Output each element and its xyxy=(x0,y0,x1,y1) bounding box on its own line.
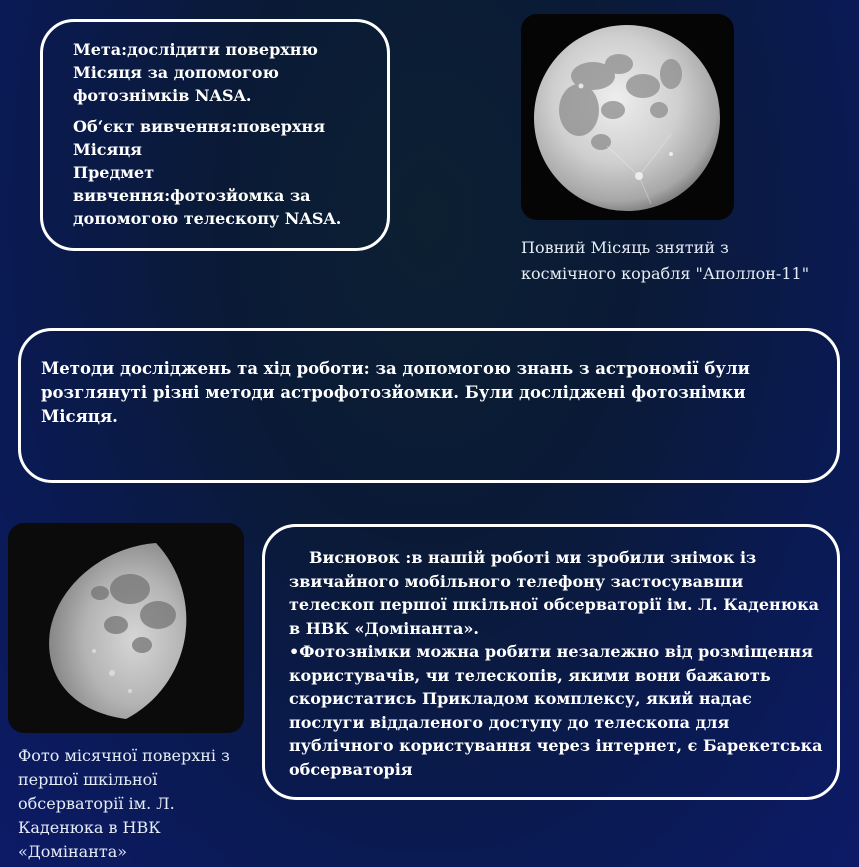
goal-box xyxy=(40,19,390,251)
conclusion-paragraph xyxy=(289,546,825,640)
goal-text: Мета:дослідити поверхню Місяця за допомогою фотознімків NASA. xyxy=(73,40,318,105)
conclusion-text: Висновок :в нашій роботі ми зробили знімок із звичайного мобільного телефону застосувавши телескоп першої шкільної обсерваторії ім. Л. Каденюка в НВК «Домінанта». xyxy=(289,548,820,638)
methods-box xyxy=(18,328,840,483)
moon-surface-photo xyxy=(8,523,244,733)
full-moon-photo xyxy=(521,14,734,220)
object-text: Об‘єкт вивчення:поверхня Місяця xyxy=(73,117,326,159)
methods-text: Методи досліджень та хід роботи: за допомогою знань з астрономії були розглянуті різні методи астрофотозйомки. Були досліджені фотознімки Місяця. xyxy=(41,359,750,426)
conclusion-box xyxy=(262,524,840,800)
remote-access-text: •Фотознімки можна робити незалежно від розміщення користувачів, чи телескопів, якими вони бажають скористатись Прикладом комплексу, який надає послуги віддаленого доступу до телескопа для публічного користування через інтернет, є Барекетська обсерваторія xyxy=(289,642,823,779)
moon-surface-caption: Фото місячної поверхні з першої шкільної обсерваторії ім. Л. Каденюка в НВК «Домінанта» xyxy=(18,746,230,861)
subject-text: Предмет вивчення:фотозйомка за допомогою телескопу NASA. xyxy=(73,163,342,228)
full-moon-caption: Повний Місяць знятий з космічного корабля "Аполлон-11" xyxy=(521,238,810,283)
